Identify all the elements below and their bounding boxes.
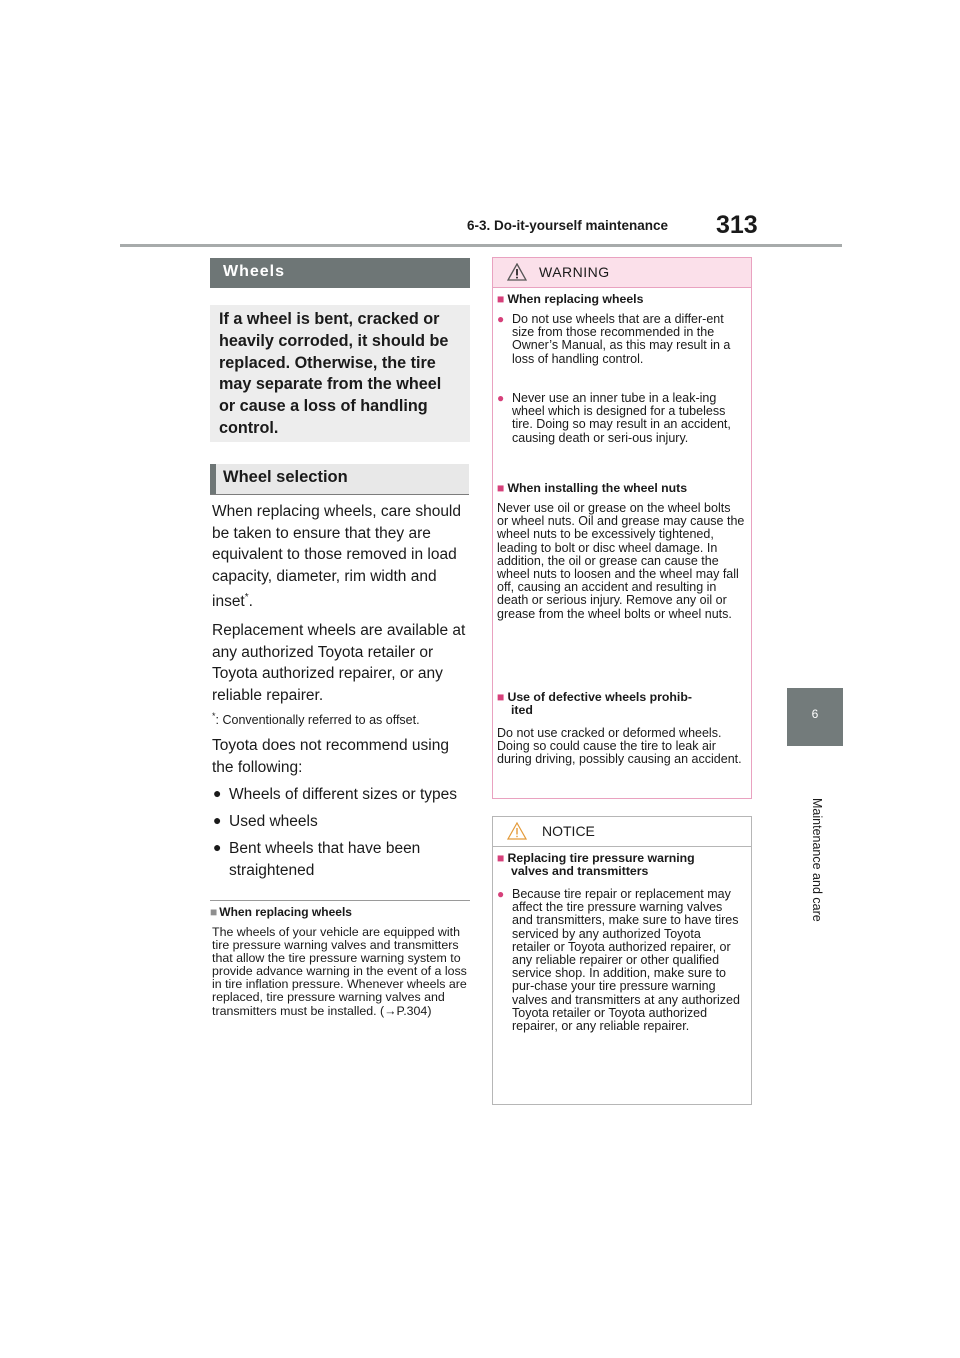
square-icon: ■	[497, 292, 505, 306]
paragraph-end: .	[248, 593, 253, 611]
warning-subhead-text: ited	[511, 703, 533, 718]
warning-subhead	[497, 691, 747, 717]
list-item-text: Bent wheels that have been straightened	[229, 840, 421, 879]
bullet-dot-icon: ●	[213, 812, 222, 828]
warning-title: WARNING	[539, 264, 610, 280]
heading-accent-bar	[210, 464, 216, 494]
footnote-mark: *	[212, 711, 216, 721]
square-icon: ■	[497, 481, 505, 495]
caution-triangle-icon	[507, 822, 527, 845]
notice-subhead	[497, 852, 747, 878]
note-text: The wheels of your vehicle are equipped with tire pressure warning valves and transmitters that allow the tire pressure warning system to provide advance warning in the event of a loss in tire inflation pressure. Whenever wheels are replaced, tire pressure warning valves and transmitters must be installed. (→P.304)	[212, 925, 467, 1018]
bullet-dot-icon: ●	[497, 312, 505, 326]
square-icon: ■	[210, 905, 218, 919]
note-divider	[210, 900, 470, 901]
bullet-dot-icon: ●	[213, 839, 222, 855]
note-heading	[210, 905, 352, 919]
bullet-dot-icon: ●	[497, 887, 505, 901]
paragraph-equivalence-text: When replacing wheels, care should be taken to ensure that they are equivalent to those removed in load capacity, diameter, rim width and inset	[212, 503, 461, 611]
warning-subhead	[497, 293, 643, 306]
warning-subhead-text: Use of defective wheels prohib-	[507, 690, 692, 704]
warning-triangle-icon	[507, 263, 527, 286]
notice-title: NOTICE	[542, 823, 595, 839]
square-icon: ■	[497, 851, 505, 865]
asterisk-mark: *	[244, 592, 249, 604]
paragraph-equivalence	[212, 501, 470, 613]
wheel-selection-heading-bar	[210, 464, 469, 495]
wheel-selection-heading: Wheel selection	[223, 468, 348, 486]
paragraph-recommend: Toyota does not recommend using the following:	[212, 737, 449, 776]
section-title: 6-3. Do-it-yourself maintenance	[467, 218, 669, 233]
warning-list-text: Never use an inner tube in a leak-ing wheel which is designed for a tubeless tire. Doing so may result in an accident, causing death or seri-ous injury.	[512, 391, 731, 445]
list-item-text: Wheels of different sizes or types	[229, 786, 458, 803]
header-divider	[120, 244, 842, 247]
warning-list-text: Do not use wheels that are a differ-ent size from those recommended in the Owner’s Manual, as this may result in a loss of handling control.	[512, 312, 731, 366]
wheels-heading-bar	[210, 258, 470, 288]
warning-paragraph: Do not use cracked or deformed wheels. Doing so could cause the tire to leak air during driving, possibly causing an accident.	[497, 726, 742, 767]
chapter-tab[interactable]	[787, 688, 843, 746]
warning-subhead-text: When replacing wheels	[507, 292, 644, 306]
bullet-dot-icon: ●	[497, 391, 505, 405]
intro-box	[210, 305, 470, 442]
paragraph-availability: Replacement wheels are available at any authorized Toyota retailer or Toyota authorized repairer, or any reliable repairer.	[212, 622, 466, 704]
page-number: 313	[716, 211, 758, 239]
notice-list-text: Because tire repair or replacement may affect the tire pressure warning valves and transmitters, make sure to have tires serviced by any authorized Toyota retailer or Toyota authorized repairer, or any reliable repairer or other qualified service shop. In addition, make sure to pur-chase your tire pressure warning valves and transmitters at any authorized Toyota retailer or Toyota authorized repairer, or any reliable repairer.	[512, 887, 740, 1034]
intro-text: If a wheel is bent, cracked or heavily corroded, it should be replaced. Otherwise, the tire may separate from the wheel or cause a loss of handling control.	[219, 310, 449, 437]
bullet-dot-icon: ●	[213, 785, 222, 801]
warning-subhead-text: When installing the wheel nuts	[507, 481, 688, 495]
notice-box	[492, 816, 752, 1105]
footnote-text: : Conventionally referred to as offset.	[215, 713, 420, 728]
warning-paragraph: Never use oil or grease on the wheel bolts or wheel nuts. Oil and grease may cause the wheel nuts to be excessively tightened, leading to bolt or disc wheel damage. In addition, the oil or grease can cause the wheel nuts to loosen and the wheel may fall off, causing an accident and resulting in death or serious injury. Remove any oil or grease from the wheel bolts or wheel nuts.	[497, 501, 745, 621]
notice-subhead-text: Replacing tire pressure warning	[507, 851, 695, 865]
footnote	[212, 711, 420, 727]
warning-header	[493, 258, 751, 288]
chapter-label: Maintenance and care	[810, 798, 824, 922]
notice-header	[493, 817, 751, 847]
note-heading-text: When replacing wheels	[219, 905, 352, 919]
warning-box	[492, 257, 752, 799]
chapter-number: 6	[811, 707, 819, 721]
warning-subhead	[497, 482, 687, 495]
square-icon: ■	[497, 690, 505, 704]
list-item-text: Used wheels	[229, 813, 318, 830]
notice-subhead-text: valves and transmitters	[511, 864, 649, 879]
wheels-heading: Wheels	[223, 263, 286, 280]
